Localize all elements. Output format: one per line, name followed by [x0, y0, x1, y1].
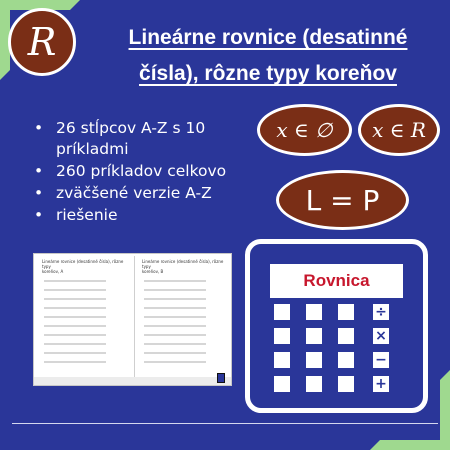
preview-row	[44, 352, 106, 354]
preview-row	[144, 352, 206, 354]
feature-text: riešenie	[56, 206, 118, 224]
feature-item	[34, 205, 264, 226]
feature-item	[34, 183, 264, 204]
bottom-divider	[12, 423, 438, 424]
equation-text: L = P	[305, 183, 380, 217]
title-line-1: Lineárne rovnice (desatinné	[128, 26, 408, 49]
preview-row	[44, 280, 106, 282]
multiply-key: ×	[373, 328, 389, 344]
preview-row	[44, 298, 106, 300]
preview-row	[44, 307, 106, 309]
preview-row	[144, 361, 206, 363]
preview-row	[144, 307, 206, 309]
preview-row	[44, 334, 106, 336]
preview-right-rows	[144, 280, 224, 370]
calculator-key	[306, 376, 322, 392]
calculator-key	[338, 352, 354, 368]
preview-row	[144, 325, 206, 327]
preview-divider	[134, 256, 135, 378]
calculator-key	[338, 304, 354, 320]
logo-badge	[8, 8, 76, 76]
preview-left-rows	[44, 280, 124, 370]
preview-left-title: Lineárne rovnice (desatinné čísla), rôzne typy	[42, 259, 124, 269]
preview-left-header	[42, 259, 126, 274]
calculator-key	[274, 328, 290, 344]
preview-row	[44, 325, 106, 327]
logo-letter: R	[27, 20, 57, 64]
preview-row	[144, 343, 206, 345]
calculator-key	[306, 352, 322, 368]
empty-set-text: x ∈ ∅	[276, 118, 333, 142]
preview-row	[144, 334, 206, 336]
calculator-icon	[245, 239, 428, 413]
feature-text: 26 stĺpcov A-Z s 10 príkladmi	[56, 119, 206, 158]
preview-right-sub: koreňov, B	[142, 269, 164, 274]
preview-row	[144, 316, 206, 318]
page-title	[96, 20, 440, 92]
preview-row	[44, 361, 106, 363]
preview-footer-bar	[34, 377, 231, 385]
calculator-display	[270, 264, 403, 298]
empty-set-badge	[257, 104, 352, 156]
preview-row	[44, 343, 106, 345]
real-set-text: x ∈ R	[372, 118, 426, 142]
real-set-badge	[358, 104, 440, 156]
calculator-key	[274, 352, 290, 368]
preview-left-sub: koreňov, A	[42, 269, 64, 274]
preview-row	[44, 289, 106, 291]
title-line-2: čísla), rôzne typy koreňov	[139, 62, 397, 85]
minus-key: −	[373, 352, 389, 368]
preview-row	[144, 298, 206, 300]
calculator-display-label: Rovnica	[303, 271, 370, 290]
calculator-key	[274, 304, 290, 320]
plus-key: +	[373, 376, 389, 392]
feature-text: 260 príkladov celkovo	[56, 162, 227, 180]
feature-list	[34, 118, 264, 227]
worksheet-preview	[33, 253, 232, 386]
preview-row	[44, 316, 106, 318]
feature-item	[34, 118, 264, 160]
feature-item	[34, 161, 264, 182]
calculator-key	[338, 376, 354, 392]
calculator-key	[274, 376, 290, 392]
divide-key: ÷	[373, 304, 389, 320]
feature-text: zväčšené verzie A-Z	[56, 184, 212, 202]
preview-row	[144, 280, 206, 282]
calculator-key	[306, 328, 322, 344]
preview-row	[144, 289, 206, 291]
calculator-icon	[217, 373, 225, 383]
calculator-key	[338, 328, 354, 344]
equation-badge	[276, 170, 409, 230]
preview-right-title: Lineárne rovnice (desatinné čísla), rôzne typy	[142, 259, 224, 269]
preview-right-header	[142, 259, 226, 274]
calculator-key	[306, 304, 322, 320]
